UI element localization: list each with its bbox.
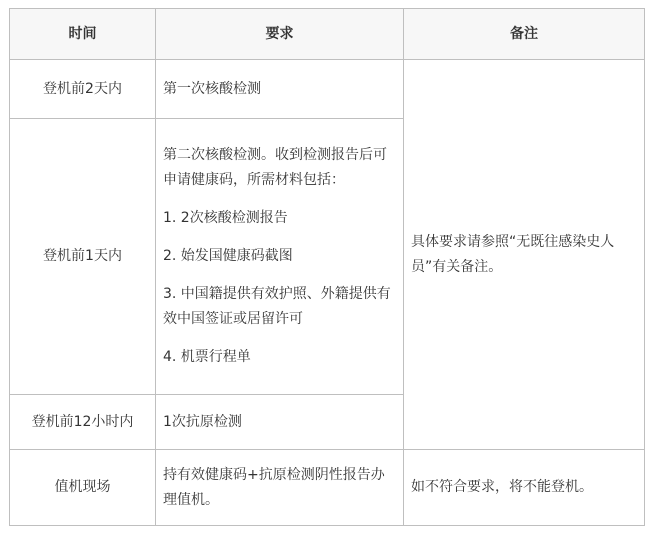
table-row [10,450,645,526]
requirement-cell [156,395,404,450]
header-note: 备注 [404,9,645,60]
requirement-text: 第一次核酸检测 [163,80,261,97]
time-cell: 值机现场 [10,450,156,526]
requirement-item: 3. 中国籍提供有效护照、外籍提供有效中国签证或居留许可 [163,286,391,327]
requirements-table [9,8,645,526]
requirement-cell [156,450,404,526]
time-cell: 登机前2天内 [10,60,156,119]
table-row [10,60,645,119]
requirement-cell [156,60,404,119]
requirement-item: 4. 机票行程单 [163,349,251,365]
requirement-text: 持有效健康码+抗原检测阴性报告办理值机。 [163,466,385,508]
header-time: 时间 [10,9,156,60]
requirement-item: 2. 始发国健康码截图 [163,248,293,264]
table-header-row [10,9,645,60]
header-requirement: 要求 [156,9,404,60]
time-cell: 登机前1天内 [10,119,156,395]
note-cell: 具体要求请参照“无既往感染史人员”有关备注。 [404,60,645,450]
requirement-item: 1. 2次核酸检测报告 [163,210,288,226]
requirement-cell [156,119,404,395]
requirement-text: 1次抗原检测 [163,413,242,430]
note-cell: 如不符合要求，将不能登机。 [404,450,645,526]
requirement-text: 第二次核酸检测。收到检测报告后可申请健康码，所需材料包括： [163,147,387,188]
time-cell: 登机前12小时内 [10,395,156,450]
